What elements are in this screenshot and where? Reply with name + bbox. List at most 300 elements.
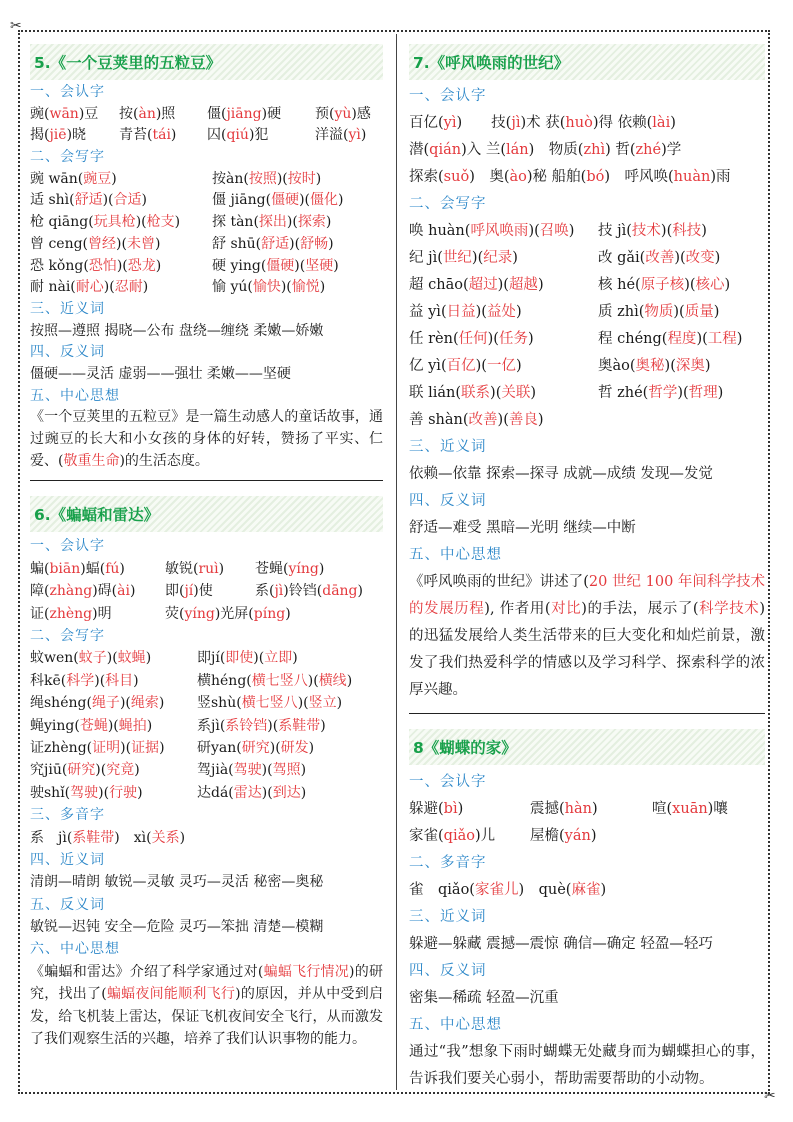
- highlight-text: 即使: [225, 650, 254, 667]
- plain-text: ) 技(: [456, 115, 512, 131]
- highlight-text: 系鞋带: [72, 829, 115, 846]
- highlight-text: 雷达: [233, 784, 262, 801]
- plain-text: 适 shì(: [30, 192, 75, 209]
- plain-text: 百亿(: [409, 115, 444, 131]
- word-entry: [212, 169, 383, 191]
- word-entry: [255, 558, 383, 580]
- plain-text: )(: [660, 223, 673, 239]
- highlight-text: 舒畅: [300, 235, 329, 252]
- highlight-text: 改变: [685, 250, 715, 266]
- highlight-text: jì: [511, 115, 521, 131]
- highlight-text: jí: [184, 583, 194, 600]
- content-row: [409, 272, 765, 299]
- highlight-text: 科学技术: [698, 601, 760, 617]
- highlight-text: 曾经: [88, 235, 117, 252]
- plain-text: ): [724, 277, 731, 293]
- content-row: [30, 277, 383, 299]
- highlight-text: 一亿: [486, 358, 516, 374]
- word-entry: [409, 245, 598, 272]
- content-row: [409, 164, 765, 191]
- highlight-text: 恐怕: [88, 257, 117, 274]
- highlight-text: 百亿: [446, 358, 476, 374]
- plain-text: 《一个豆荚里的五粒豆》是一篇生动感人的童话故事，通过豌豆的长大和小女孩的身体的好转，赞扬了平实、仁爱、(: [30, 409, 383, 469]
- highlight-text: biān: [49, 560, 81, 577]
- highlight-text: 关系: [151, 829, 180, 846]
- section-heading: 二、会写字: [409, 196, 487, 212]
- content-row: [30, 670, 383, 692]
- plain-text: ): [285, 605, 291, 622]
- plain-text: ): [300, 784, 307, 801]
- plain-text: 曾 ceng(: [30, 235, 89, 252]
- plain-text: )(: [253, 650, 265, 667]
- section-heading: 三、多音字: [30, 807, 105, 824]
- word-entry: [165, 603, 291, 625]
- plain-text: 清朗—晴朗 敏锐—灵敏 灵巧—灵活 秘密—奥秘: [30, 874, 324, 891]
- plain-text: ) xì(: [114, 829, 152, 846]
- plain-text: )得 依赖(: [592, 115, 653, 131]
- highlight-text: 愉悦: [291, 279, 320, 296]
- highlight-text: 蝙蝠夜间能顺利飞行: [106, 986, 236, 1003]
- left-column: [30, 44, 383, 1050]
- highlight-text: zhàng: [49, 583, 93, 600]
- lesson-body: [30, 532, 383, 1050]
- content-row: [409, 985, 765, 1012]
- highlight-text: 系鞋带: [278, 717, 321, 734]
- plain-text: 蚊wen(: [30, 650, 79, 667]
- word-entry: [652, 796, 765, 823]
- highlight-text: 枪支: [146, 214, 175, 231]
- content-row: [409, 218, 765, 245]
- section-heading: 三、近义词: [409, 439, 487, 455]
- plain-text: )的原因，并从中受到启发，给飞机装上雷达，保证飞机夜间安全飞行，从而激发了我们观察生活的兴趣，培养了我们认识事物的能力。: [30, 986, 384, 1048]
- plain-text: ): [145, 650, 152, 667]
- plain-text: )晓: [66, 127, 87, 144]
- plain-text: 依赖—依靠 探索—探寻 成就—成绩 发现—发觉: [409, 466, 713, 482]
- highlight-text: 竖立: [308, 695, 337, 712]
- plain-text: ): [717, 385, 724, 401]
- plain-text: ): [457, 801, 464, 817]
- plain-text: 按àn(: [212, 170, 249, 187]
- highlight-text: 麻雀: [571, 882, 601, 898]
- plain-text: 囚(: [207, 127, 227, 144]
- plain-text: 证zhèng(: [30, 739, 93, 756]
- word-entry: [30, 234, 212, 256]
- plain-text: ): [300, 762, 307, 779]
- plain-text: ): [141, 192, 147, 209]
- content-row: [30, 782, 383, 804]
- plain-text: )照: [155, 105, 176, 122]
- word-entry: [30, 647, 197, 669]
- plain-text: ): [119, 560, 125, 577]
- plain-text: 豌 wān(: [30, 170, 84, 187]
- highlight-text: 探索: [297, 214, 326, 231]
- plain-text: 探索(: [409, 169, 444, 185]
- plain-text: ): [736, 331, 743, 347]
- highlight-text: 驾照: [272, 762, 301, 779]
- plain-text: )碍(: [92, 583, 118, 600]
- plain-text: 敏锐—迟钝 安全—危险 灵巧—笨拙 清楚—模糊: [30, 919, 324, 936]
- highlight-text: ruì: [198, 560, 219, 577]
- plain-text: ) 奥(: [469, 169, 510, 185]
- section-divider: [409, 713, 765, 714]
- highlight-text: 质量: [684, 304, 714, 320]
- plain-text: )(: [135, 214, 147, 231]
- plain-text: 改 gǎi(: [598, 250, 646, 266]
- section-heading: 二、多音字: [409, 855, 487, 871]
- plain-text: 通过“我”想象下雨时蝴蝶无处藏身而为蝴蝶担心的事，告诉我们要关心弱小，帮助需要帮助的小动物。: [409, 1044, 765, 1087]
- word-entry: [30, 190, 212, 212]
- word-entry: [30, 670, 197, 692]
- highlight-text: 敬重生命: [63, 452, 120, 469]
- highlight-text: 深奥: [675, 358, 705, 374]
- plain-text: )(: [299, 192, 310, 209]
- section-divider: [30, 480, 383, 481]
- plain-text: ): [129, 583, 136, 600]
- plain-text: )雨: [710, 169, 731, 185]
- plain-text: ): [338, 192, 344, 209]
- right-column: [409, 44, 765, 1093]
- content-row: [409, 407, 765, 434]
- highlight-text: 行驶: [109, 784, 138, 801]
- content-row: [409, 823, 765, 850]
- plain-text: 《呼风唤雨的世纪》讲述了(: [409, 574, 589, 590]
- plain-text: )(: [106, 650, 118, 667]
- word-entry: [30, 782, 197, 804]
- highlight-text: 舒适: [261, 235, 290, 252]
- word-entry: [212, 212, 383, 234]
- plain-text: )(: [297, 695, 309, 712]
- plain-text: 耐 nài(: [30, 279, 76, 296]
- content-row: [30, 647, 383, 669]
- plain-text: )(: [119, 695, 131, 712]
- plain-text: 愉 yú(: [212, 279, 253, 296]
- content-row: [30, 125, 383, 147]
- word-entry: [598, 353, 765, 380]
- highlight-text: 绳索: [130, 695, 159, 712]
- plain-text: 恐 kǒng(: [30, 257, 89, 274]
- plain-text: )的研究，找出了(: [30, 963, 383, 1003]
- lesson-block: [30, 44, 383, 472]
- highlight-text: 改善: [645, 250, 675, 266]
- content-row: [30, 321, 383, 343]
- content-row: [30, 104, 383, 126]
- plain-text: 质 zhì(: [598, 304, 645, 320]
- plain-text: 驾jià(: [197, 762, 234, 779]
- plain-text: ): [146, 717, 153, 734]
- highlight-text: 绳子: [91, 695, 120, 712]
- word-entry: [207, 125, 315, 147]
- highlight-text: 证据: [131, 739, 160, 756]
- plain-text: 系(: [255, 583, 275, 600]
- plain-text: ): [600, 882, 607, 898]
- plain-text: ) 哲(: [605, 142, 636, 158]
- plain-text: 潜(: [409, 142, 430, 158]
- plain-text: 即jí(: [197, 650, 226, 667]
- word-entry: [409, 380, 598, 407]
- plain-text: )(: [289, 235, 301, 252]
- word-entry: [409, 877, 765, 904]
- highlight-text: fú: [105, 560, 120, 577]
- word-entry: [409, 823, 530, 850]
- plain-text: ): [179, 829, 186, 846]
- word-entry: [315, 125, 383, 147]
- plain-text: ): [134, 762, 140, 779]
- plain-text: ): [154, 235, 161, 252]
- highlight-text: 豌豆: [83, 170, 112, 187]
- lesson-title-banner: [30, 44, 383, 80]
- word-entry: [409, 515, 765, 542]
- highlight-text: 联系: [461, 385, 491, 401]
- plain-text: )(: [261, 784, 273, 801]
- plain-text: )(: [267, 717, 279, 734]
- word-entry: [598, 299, 765, 326]
- word-entry: [197, 759, 383, 781]
- section-heading: 四、反义词: [409, 493, 487, 509]
- highlight-text: yù: [334, 105, 352, 122]
- highlight-text: 工程: [707, 331, 737, 347]
- plain-text: )术 获(: [520, 115, 566, 131]
- plain-text: )儿: [474, 828, 496, 844]
- word-entry: [30, 104, 119, 126]
- highlight-text: 改善: [468, 412, 498, 428]
- plain-text: )(: [673, 304, 685, 320]
- lesson-body: [409, 765, 765, 1093]
- plain-text: )(: [269, 739, 281, 756]
- plain-text: ): [515, 358, 522, 374]
- highlight-text: zhé: [635, 142, 662, 158]
- lesson-block: [409, 44, 765, 704]
- lesson-block: [30, 496, 383, 1050]
- content-row: [30, 827, 383, 849]
- lesson-title: 8《蝴蝶的家》: [413, 739, 517, 757]
- highlight-text: qián: [429, 142, 462, 158]
- highlight-text: zhèng: [49, 605, 93, 622]
- highlight-text: huò: [565, 115, 593, 131]
- plain-text: )秘 船舶(: [526, 169, 587, 185]
- highlight-text: 科目: [105, 672, 134, 689]
- word-entry: [30, 169, 212, 191]
- highlight-text: 家雀儿: [474, 882, 519, 898]
- word-entry: [197, 692, 383, 714]
- highlight-text: 忍耐: [114, 279, 143, 296]
- highlight-text: 科技: [672, 223, 702, 239]
- word-entry: [530, 796, 652, 823]
- word-entry: [409, 353, 598, 380]
- word-entry: [409, 110, 765, 137]
- plain-text: ): [174, 214, 181, 231]
- plain-text: )(: [116, 235, 127, 252]
- highlight-text: jì: [274, 583, 284, 600]
- word-entry: [30, 715, 197, 737]
- plain-text: )(: [475, 304, 487, 320]
- plain-text: ): [568, 223, 575, 239]
- plain-text: 舒 shū(: [212, 235, 262, 252]
- section-heading: 一、会认字: [409, 88, 487, 104]
- lesson-body: [409, 80, 765, 704]
- word-entry: [197, 670, 383, 692]
- highlight-text: 善良: [508, 412, 538, 428]
- content-row: [409, 326, 765, 353]
- highlight-text: yán: [564, 828, 591, 844]
- plain-text: 按(: [119, 105, 139, 122]
- plain-text: 雀 qiǎo(: [409, 882, 475, 898]
- plain-text: )犯: [248, 127, 269, 144]
- plain-text: ): [336, 695, 343, 712]
- content-row: [409, 877, 765, 904]
- plain-text: 系jì(: [197, 717, 226, 734]
- word-entry: [197, 782, 383, 804]
- word-entry: [315, 104, 383, 126]
- highlight-text: 苍蝇: [79, 717, 108, 734]
- plain-text: 联 lián(: [409, 385, 462, 401]
- word-entry: [30, 916, 383, 938]
- word-entry: [165, 558, 255, 580]
- lesson-title-banner: [30, 496, 383, 532]
- highlight-text: 哲学: [648, 385, 678, 401]
- highlight-text: píng: [253, 605, 286, 622]
- highlight-text: 证明: [92, 739, 121, 756]
- plain-text: ): [111, 170, 117, 187]
- highlight-text: 益处: [486, 304, 516, 320]
- plain-text: ): [333, 257, 339, 274]
- plain-text: )学: [661, 142, 682, 158]
- word-entry: [409, 164, 765, 191]
- word-entry: [30, 321, 383, 343]
- highlight-text: 日益: [446, 304, 476, 320]
- plain-text: )(: [664, 358, 676, 374]
- word-entry: [119, 104, 207, 126]
- section-heading: 五、反义词: [30, 896, 105, 913]
- word-entry: [30, 737, 197, 759]
- highlight-text: 驾驶: [70, 784, 99, 801]
- plain-text: 揭(: [30, 127, 50, 144]
- plain-text: ): [537, 412, 544, 428]
- plain-text: 蝇ying(: [30, 717, 80, 734]
- plain-text: 预(: [315, 105, 335, 122]
- highlight-text: 到达: [272, 784, 301, 801]
- plain-text: )(: [497, 412, 509, 428]
- plain-text: )(: [471, 250, 484, 266]
- highlight-text: 僵硬: [271, 192, 300, 209]
- plain-text: )的迅猛发展给人类生活带来的巨大变化和灿烂前景，激发了我们热爱科学的情感以及学习科学、探索科学的浓厚兴趣。: [409, 601, 765, 698]
- lesson-title: 6.《蝙蝠和雷达》: [34, 506, 160, 525]
- plain-text: ): [155, 257, 162, 274]
- plain-text: 舒适—难受 黑暗—光明 继续—中断: [409, 520, 636, 536]
- section-heading: 五、中心思想: [409, 547, 502, 563]
- plain-text: )(: [103, 279, 115, 296]
- content-row: [30, 916, 383, 938]
- highlight-text: 奥秘: [635, 358, 665, 374]
- section-heading: 一、会认字: [30, 84, 105, 100]
- content-row: [30, 715, 383, 737]
- plain-text: 驶shǐ(: [30, 784, 71, 801]
- highlight-text: xuān: [672, 801, 708, 817]
- content-row: [30, 759, 383, 781]
- plain-text: ): [714, 250, 721, 266]
- plain-text: 绳shéng(: [30, 695, 92, 712]
- highlight-text: yíng: [184, 605, 215, 622]
- word-entry: [30, 558, 165, 580]
- plain-text: ): [527, 331, 534, 347]
- plain-text: )铃铛(: [283, 583, 323, 600]
- word-entry: [409, 985, 765, 1012]
- summary-text: [409, 569, 765, 704]
- highlight-text: 探出: [258, 214, 287, 231]
- plain-text: 达dá(: [197, 784, 234, 801]
- highlight-text: 驾驶: [233, 762, 262, 779]
- section-heading: 三、近义词: [30, 300, 105, 317]
- plain-text: )(: [107, 717, 119, 734]
- highlight-text: 核心: [695, 277, 725, 293]
- highlight-text: 蚊子: [78, 650, 107, 667]
- highlight-text: 哲理: [688, 385, 718, 401]
- plain-text: ): [158, 695, 165, 712]
- plain-text: )(: [94, 672, 106, 689]
- content-row: [409, 110, 765, 137]
- plain-text: 程 chéng(: [598, 331, 668, 347]
- word-entry: [30, 692, 197, 714]
- plain-text: ): [218, 560, 225, 577]
- summary-text: [409, 1039, 765, 1093]
- section-heading: 四、近义词: [30, 851, 105, 868]
- plain-text: )(: [696, 331, 708, 347]
- plain-text: 哲 zhé(: [598, 385, 649, 401]
- lesson-title-banner: [409, 729, 765, 765]
- plain-text: )(: [684, 277, 696, 293]
- plain-text: )(: [102, 192, 114, 209]
- plain-text: ): [137, 784, 143, 801]
- content-row: [409, 245, 765, 272]
- plain-text: ): [704, 358, 711, 374]
- plain-text: 唤 huàn(: [409, 223, 471, 239]
- highlight-text: yì: [348, 127, 361, 144]
- content-row: [409, 137, 765, 164]
- content-row: [30, 737, 383, 759]
- content-row: [409, 515, 765, 542]
- word-entry: [197, 715, 383, 737]
- word-entry: [409, 137, 765, 164]
- content-row: [409, 461, 765, 488]
- word-entry: [409, 299, 598, 326]
- summary-paragraph: [409, 1039, 765, 1093]
- highlight-text: 呼风唤雨: [470, 223, 529, 239]
- highlight-text: 僵硬: [266, 257, 295, 274]
- plain-text: ) què(: [518, 882, 572, 898]
- plain-text: 躲避(: [409, 801, 444, 817]
- plain-text: 证(: [30, 605, 50, 622]
- plain-text: ): [159, 739, 165, 756]
- highlight-text: 研究: [67, 762, 96, 779]
- summary-text: [30, 961, 383, 1051]
- plain-text: 《蝙蝠和雷达》介绍了科学家通过对(: [30, 963, 264, 980]
- plain-text: ): [530, 385, 537, 401]
- plain-text: 障(: [30, 583, 50, 600]
- highlight-text: 研究: [241, 739, 270, 756]
- lesson-body: [30, 80, 383, 472]
- highlight-text: 横七竖八: [241, 695, 298, 712]
- highlight-text: 恐龙: [127, 257, 156, 274]
- plain-text: 纪 jì(: [409, 250, 443, 266]
- plain-text: 科kē(: [30, 672, 67, 689]
- plain-text: )蝠(: [80, 560, 106, 577]
- highlight-text: 20 世纪 100 年间科学技术的发展历程: [409, 574, 765, 617]
- word-entry: [207, 104, 315, 126]
- highlight-text: 横七竖八: [251, 672, 308, 689]
- word-entry: [30, 212, 212, 234]
- highlight-text: 立即: [264, 650, 293, 667]
- highlight-text: 系铃铛: [225, 717, 268, 734]
- plain-text: 亿 yì(: [409, 358, 447, 374]
